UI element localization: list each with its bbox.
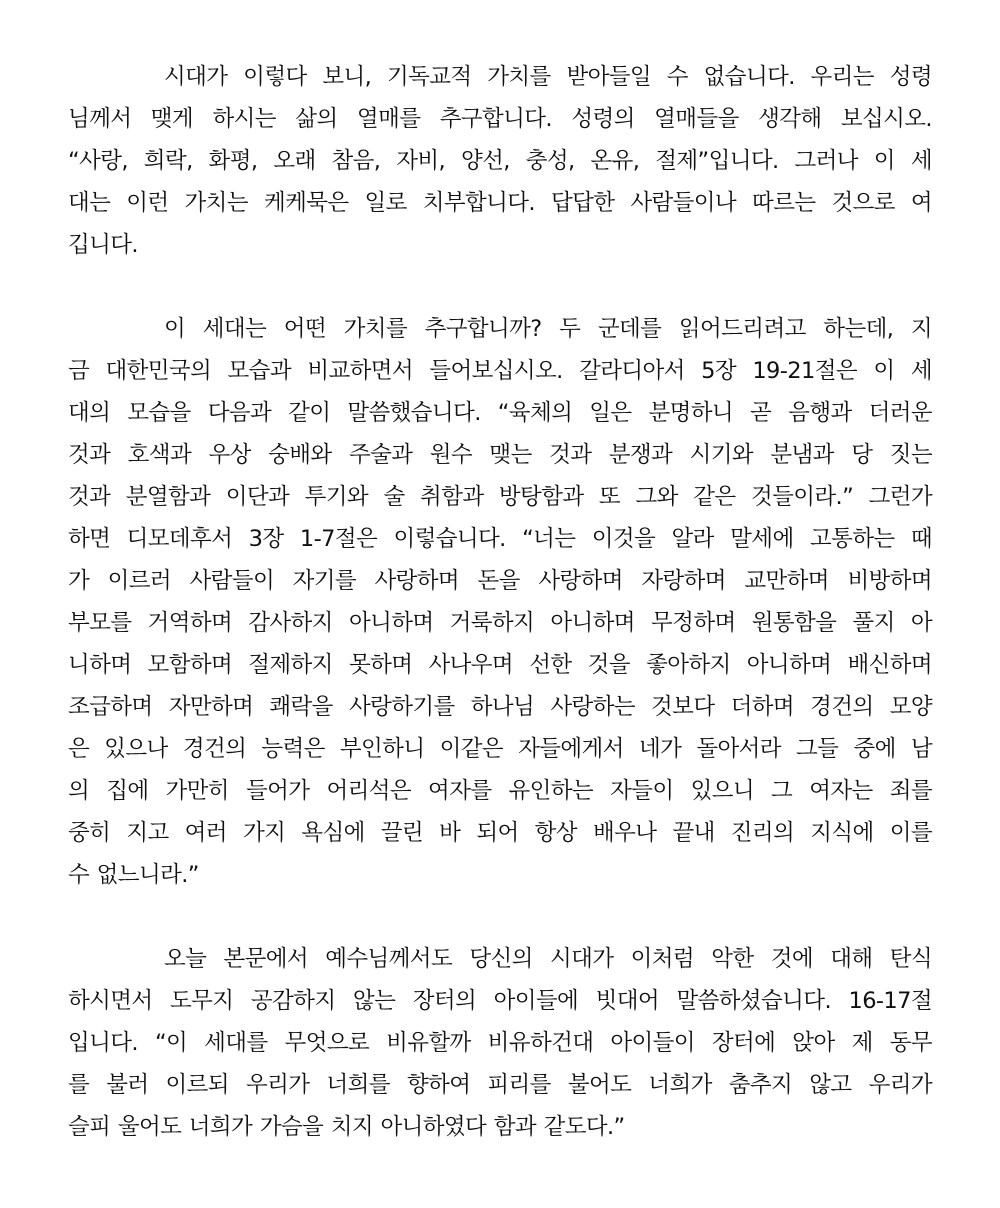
- paragraph-3: [68, 938, 932, 1148]
- text-line: 입니다. “이 세대를 무엇으로 비유할까 비유하건대 아이들이 장터에 앉아 제 동무: [68, 1030, 932, 1056]
- document-body: [68, 56, 932, 1148]
- text-line: 중히 지고 여러 가지 욕심에 끌린 바 되어 항상 배우나 끝내 진리의 지식에 이를: [68, 820, 932, 846]
- text-line: 깁니다.: [68, 232, 138, 258]
- text-line: 부모를 거역하며 감사하지 아니하며 거룩하지 아니하며 무정하며 원통함을 풀지 아: [68, 610, 932, 636]
- text-line: 것과 호색과 우상 숭배와 주술과 원수 맺는 것과 분쟁과 시기와 분냄과 당 짓는: [68, 442, 932, 468]
- text-line: 금 대한민국의 모습과 비교하면서 들어보십시오. 갈라디아서 5장 19-21절은 이 세: [68, 358, 932, 384]
- text-line: 수 없느니라.”: [68, 862, 199, 888]
- text-line: 대는 이런 가치는 케케묵은 일로 치부합니다. 답답한 사람들이나 따르는 것으로 여: [68, 190, 932, 216]
- text-line: 를 불러 이르되 우리가 너희를 향하여 피리를 불어도 너희가 춤추지 않고 우리가: [68, 1072, 932, 1098]
- text-line: 슬피 울어도 너희가 가슴을 치지 아니하였다 함과 같도다.”: [68, 1114, 625, 1140]
- text-line: 님께서 맺게 하시는 삶의 열매를 추구합니다. 성령의 열매들을 생각해 보십시오.: [68, 106, 932, 132]
- paragraph-1: [68, 56, 932, 266]
- text-line: 의 집에 가만히 들어가 어리석은 여자를 유인하는 자들이 있으니 그 여자는 죄를: [68, 778, 932, 804]
- text-line: 은 있으나 경건의 능력은 부인하니 이같은 자들에게서 네가 돌아서라 그들 중에 남: [68, 736, 932, 762]
- text-line: 하시면서 도무지 공감하지 않는 장터의 아이들에 빗대어 말씀하셨습니다. 16-17절: [68, 988, 932, 1014]
- text-line: 가 이르러 사람들이 자기를 사랑하며 돈을 사랑하며 자랑하며 교만하며 비방하며: [68, 568, 932, 594]
- text-line: 니하며 모함하며 절제하지 못하며 사나우며 선한 것을 좋아하지 아니하며 배신하며: [68, 652, 932, 678]
- text-line: 것과 분열함과 이단과 투기와 술 취함과 방탕함과 또 그와 같은 것들이라.” 그런가: [68, 484, 932, 510]
- text-line: 대의 모습을 다음과 같이 말씀했습니다. “육체의 일은 분명하니 곧 음행과 더러운: [68, 400, 932, 426]
- text-line: 조급하며 자만하며 쾌락을 사랑하기를 하나님 사랑하는 것보다 더하며 경건의 모양: [68, 694, 932, 720]
- text-line: “사랑, 희락, 화평, 오래 참음, 자비, 양선, 충성, 온유, 절제”입니다. 그러나 이 세: [68, 148, 932, 174]
- text-line: 시대가 이렇다 보니, 기독교적 가치를 받아들일 수 없습니다. 우리는 성령: [164, 64, 932, 90]
- text-line: 오늘 본문에서 예수님께서도 당신의 시대가 이처럼 악한 것에 대해 탄식: [164, 946, 932, 972]
- text-line: 이 세대는 어떤 가치를 추구합니까? 두 군데를 읽어드리려고 하는데, 지: [164, 316, 932, 342]
- text-line: 하면 디모데후서 3장 1-7절은 이렇습니다. “너는 이것을 알라 말세에 고통하는 때: [68, 526, 932, 552]
- paragraph-2: [68, 308, 932, 896]
